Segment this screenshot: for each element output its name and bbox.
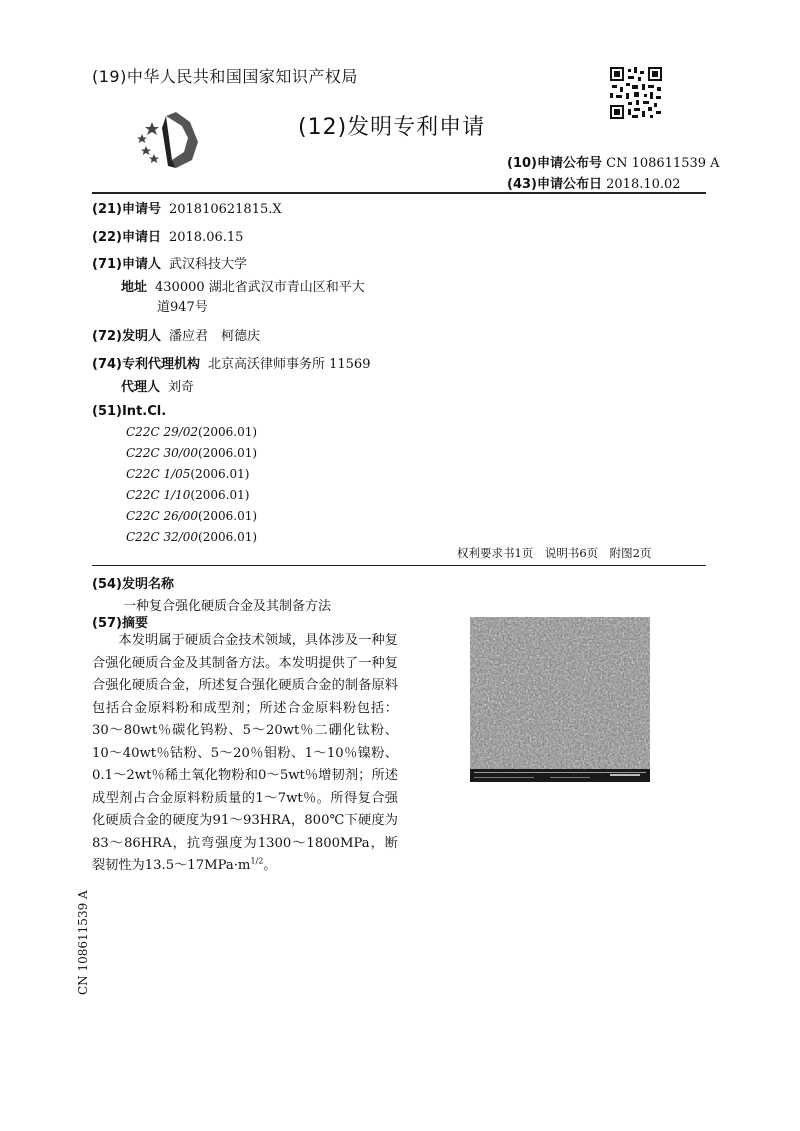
ipc-code: C22C 32/00 <box>126 530 199 544</box>
ipc-version: (2006.01) <box>190 488 250 502</box>
abstract-superscript: 1/2 <box>250 856 264 866</box>
ipc-code: C22C 1/10 <box>126 488 191 502</box>
abstract-label <box>92 612 148 631</box>
application-number-label: (21)申请号 <box>92 202 161 217</box>
application-number <box>92 198 282 217</box>
address-line-2: 道947号 <box>157 300 208 315</box>
office-name: (19)中华人民共和国国家知识产权局 <box>92 67 358 86</box>
applicant-label: (71)申请人 <box>92 257 161 272</box>
int-cl-label <box>92 404 166 419</box>
side-publication-number: CN 108611539 A <box>76 890 90 995</box>
address-line-1: 430000 湖北省武汉市青山区和平大 <box>155 280 365 295</box>
invention-title-label-text: (54)发明名称 <box>92 577 174 592</box>
agent <box>121 376 194 395</box>
micrograph-image <box>470 617 650 782</box>
publication-number <box>507 152 720 171</box>
agent-label: 代理人 <box>121 380 161 395</box>
address <box>121 276 365 295</box>
invention-title: 一种复合强化硬质合金及其制备方法 <box>123 599 332 614</box>
ipc-entry <box>126 425 257 439</box>
publication-number-label: (10)申请公布号 <box>507 156 602 171</box>
inventors-label: (72)发明人 <box>92 329 161 344</box>
patent-agency-value: 北京高沃律师事务所 11569 <box>207 357 371 372</box>
publication-date-label: (43)申请公布日 <box>507 177 602 192</box>
ipc-code: C22C 30/00 <box>126 446 199 460</box>
cnipa-logo-icon <box>132 108 212 170</box>
ipc-entry <box>126 530 257 544</box>
application-date-value: 2018.06.15 <box>168 230 244 245</box>
abstract-end: 。 <box>263 858 277 873</box>
abstract-body: 本发明属于硬质合金技术领域，具体涉及一种复合强化硬质合金及其制备方法。本发明提供了一种复合强化硬质合金，所述复合强化硬质合金的制备原料包括合金原料粉和成型剂；所述合金原料粉包括：30～80wt％碳化钨粉、5～20wt％二硼化钛粉、10～40wt％钴粉、5～20％钼粉、1～10％镍粉、0.1～2wt％稀土氧化物粉和0～5wt％增韧剂；所述成型剂占合金原料粉质量的1～7wt％。所得复合强化硬质合金的硬度为91～93HRA，800℃下硬度为83～86HRA，抗弯强度为1300～1800MPa，断裂韧性为13.5～17MPa·m <box>92 633 398 873</box>
ipc-code: C22C 26/00 <box>126 509 199 523</box>
application-number-value: 201810621815.X <box>168 202 282 217</box>
header-divider <box>92 192 706 194</box>
ipc-code: C22C 1/05 <box>126 467 191 481</box>
address-label: 地址 <box>121 280 148 295</box>
publication-date <box>507 173 681 192</box>
patent-agency <box>92 353 370 372</box>
inventors <box>92 325 260 344</box>
ipc-version: (2006.01) <box>190 467 250 481</box>
patent-agency-label: (74)专利代理机构 <box>92 357 200 372</box>
document-type: (12)发明专利申请 <box>298 115 486 140</box>
agent-value: 刘奇 <box>168 380 195 395</box>
qr-code-icon <box>610 67 662 119</box>
applicant-value: 武汉科技大学 <box>168 257 247 272</box>
ipc-entry <box>126 488 249 502</box>
ipc-version: (2006.01) <box>198 509 258 523</box>
inventors-value: 潘应君 柯德庆 <box>168 329 260 344</box>
invention-title-label <box>92 573 174 592</box>
application-date <box>92 226 243 245</box>
abstract-label-text: (57)摘要 <box>92 616 148 631</box>
publication-date-value: 2018.10.02 <box>606 177 681 192</box>
abstract-text <box>92 630 398 878</box>
ipc-version: (2006.01) <box>198 425 258 439</box>
cnipa-logo <box>132 108 212 170</box>
ipc-entry <box>126 467 249 481</box>
application-date-label: (22)申请日 <box>92 230 161 245</box>
ipc-version: (2006.01) <box>198 446 258 460</box>
publication-number-value: CN 108611539 A <box>606 156 720 171</box>
ipc-entry <box>126 509 257 523</box>
ipc-code: C22C 29/02 <box>126 425 199 439</box>
page-count-info: 权利要求书1页 说明书6页 附图2页 <box>457 546 652 560</box>
ipc-version: (2006.01) <box>198 530 258 544</box>
applicant <box>92 253 247 272</box>
body-divider <box>92 565 706 566</box>
qr-code <box>610 67 662 119</box>
int-cl-label-text: (51)Int.Cl. <box>92 404 167 419</box>
ipc-entry <box>126 446 257 460</box>
sem-micrograph <box>470 617 650 782</box>
